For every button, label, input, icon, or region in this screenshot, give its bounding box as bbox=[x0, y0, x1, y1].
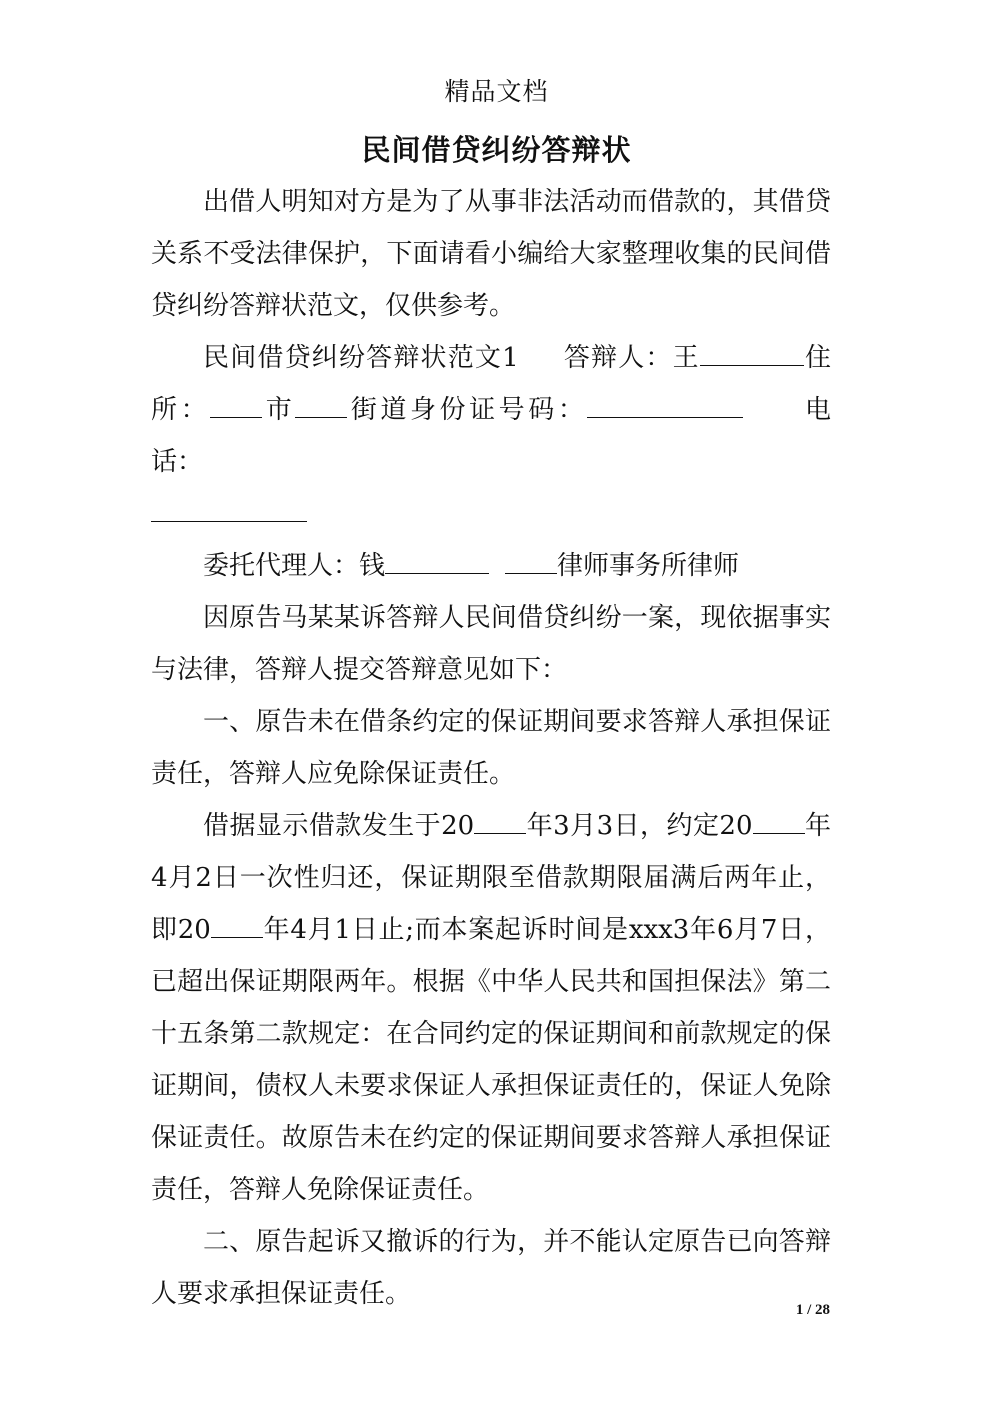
year-blank-1 bbox=[474, 807, 526, 834]
street-blank bbox=[295, 391, 347, 418]
law-firm-blank bbox=[505, 547, 557, 574]
city-label: 市 bbox=[262, 395, 296, 425]
sample-heading: 民间借贷纠纷答辩状范文1 bbox=[203, 343, 519, 373]
evidence-paragraph bbox=[151, 800, 831, 1216]
respondent-label: 答辩人：王 bbox=[562, 343, 700, 373]
page-header: 精品文档 bbox=[444, 77, 549, 106]
address-label: 住所： bbox=[151, 343, 831, 425]
argument-two-paragraph: 二、原告起诉又撤诉的行为，并不能认定原告已向答辩人要求承担保证责任。 bbox=[151, 1227, 831, 1309]
id-label: 街道身份证号码： bbox=[347, 395, 588, 425]
case-paragraph: 因原告马某某诉答辩人民间借贷纠纷一案，现依据事实与法律，答辩人提交答辩意见如下： bbox=[151, 603, 831, 685]
evidence-text-2: 年3月3日，约定20 bbox=[526, 811, 753, 841]
agent-name-blank bbox=[385, 547, 489, 574]
document-title: 民间借贷纠纷答辩状 bbox=[361, 133, 632, 167]
page-number: 1 / 28 bbox=[795, 1302, 830, 1318]
party-info-paragraph bbox=[151, 332, 831, 540]
document-body bbox=[151, 176, 831, 1320]
evidence-text-3: 年4月2日一次性归还，保证期限至借款期限届满后两年止，即20 bbox=[151, 811, 831, 945]
id-number-blank bbox=[587, 391, 743, 418]
evidence-text-1: 借据显示借款发生于20 bbox=[203, 811, 475, 841]
city-blank bbox=[210, 391, 262, 418]
respondent-name-blank bbox=[700, 339, 804, 366]
argument-one-paragraph: 一、原告未在借条约定的保证期间要求答辩人承担保证责任，答辩人应免除保证责任。 bbox=[151, 707, 831, 789]
agent-paragraph bbox=[151, 540, 831, 592]
phone-blank bbox=[151, 495, 307, 522]
evidence-text-4: 年4月1日止;而本案起诉时间是xxx3年6月7日，已超出保证期限两年。根据《中华人民共和国担保法》第二十五条第二款规定：在合同约定的保证期间和前款规定的保证期间，债权人未要求保证人承担保证责任的，保证人免除保证责任。故原告未在约定的保证期间要求答辩人承担保证责任，答辩人免除保证责任。 bbox=[151, 915, 831, 1205]
intro-paragraph: 出借人明知对方是为了从事非法活动而借款的，其借贷关系不受法律保护，下面请看小编给大家整理收集的民间借贷纠纷答辩状范文，仅供参考。 bbox=[151, 187, 831, 321]
law-firm-label: 律师事务所律师 bbox=[557, 551, 740, 581]
agent-label: 委托代理人：钱 bbox=[203, 551, 386, 581]
phone-label: 电话： bbox=[151, 395, 831, 477]
year-blank-2 bbox=[753, 807, 805, 834]
year-blank-3 bbox=[211, 911, 263, 938]
